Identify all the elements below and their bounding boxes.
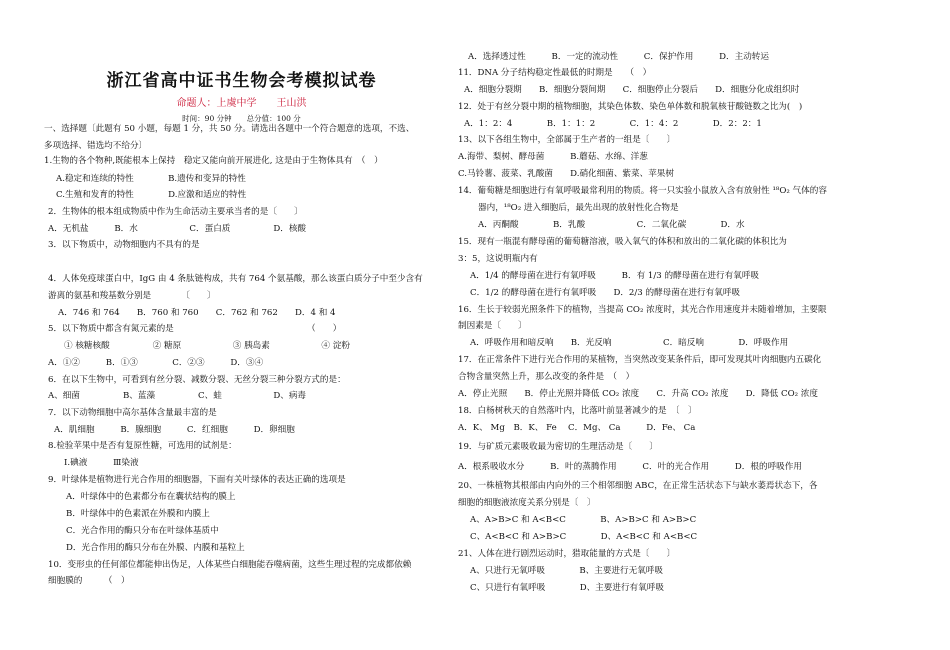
left-text-line: 2．生物体的根本组成物质中作为生命活动主要承当者的是〔 〕 — [48, 207, 303, 217]
left-text-line: 游离的氨基和羧基数分别是 〔 〕 — [48, 291, 216, 301]
right-text-line: C．1/2 的酵母菌在进行有氧呼吸 D．2/3 的酵母菌在进行有氧呼吸 — [470, 288, 741, 298]
right-text-line: A．停止光照 B．停止光照并降低 CO₂ 浓度 C．升高 CO₂ 浓度 D．降低 CO₂ 浓度 — [458, 389, 818, 399]
right-text-line: 18．白杨树秋天的自然落叶内，比落叶前显著减少的是 〔 〕 — [458, 406, 697, 416]
left-text-line: 细胞膜的 （ ） — [48, 576, 130, 586]
right-text-line: A．1：2：4 B．1：1：2 C．1：4：2 D．2：2：1 — [464, 119, 762, 129]
right-text-line: 11．DNA 分子结构稳定性最低的时期是 （ ） — [458, 68, 652, 78]
right-text-line: 13、以下各组生物中，全部属于生产者的一组是〔 〕 — [458, 135, 676, 145]
page-title: 浙江省高中证书生物会考模拟试卷 — [106, 71, 377, 91]
right-text-line: A．1/4 的酵母菌在进行有氧呼吸 B．有 1/3 的酵母菌在进行有氧呼吸 — [470, 271, 760, 281]
right-text-line: A、A>B>C 和 A<B<C B、A>B>C 和 A>B>C — [470, 515, 697, 525]
right-text-line: 器内，¹⁸O₂ 进入细胞后，最先出现的放射性化合物是 — [478, 203, 679, 213]
right-text-line: 15．现有一瓶混有酵母菌的葡萄糖溶液，吸入氧气的体积和放出的二氧化碳的体积比为 — [458, 237, 787, 247]
left-text-line: C.生殖和发育的特性 D.应激和适应的特性 — [56, 190, 247, 200]
right-text-line: 合物含量突然上升，那么改变的条件是 （ ） — [458, 372, 635, 382]
left-text-line: 多项选择、错选均不给分〕 — [44, 141, 148, 151]
left-text-line: C．光合作用的酶只分布在叶绿体基质中 — [66, 526, 219, 536]
left-text-line: A、细菌 B、蓝藻 C、蛙 D、病毒 — [48, 391, 307, 401]
right-text-line: C、A<B<C 和 A>B>C D、A<B<C 和 A<B<C — [470, 532, 698, 542]
exam-meta: 时间：90 分钟 总分值：100 分 — [182, 114, 301, 123]
right-text-line: A．根系吸收水分 B．叶的蒸腾作用 C．叶的光合作用 D．根的呼吸作用 — [458, 462, 802, 472]
left-text-line: A．746 和 764 B．760 和 760 C．762 和 762 D．4 和 4 — [58, 308, 336, 318]
right-text-line: A．K、 Mg B．K、 Fe C．Mg、 Ca D．Fe、 Ca — [458, 423, 696, 433]
left-text-line: ① 核糖核酸 ② 糖原 ③ 胰岛素 ④ 淀粉 — [64, 341, 350, 351]
left-text-line: A．肌细胞 B．腺细胞 C．红细胞 D．卵细胞 — [54, 425, 295, 435]
left-text-line: Ⅰ.碘液 Ⅲ染液 — [64, 458, 139, 468]
right-text-line: A．丙酮酸 B．乳酸 C．二氧化碳 D．水 — [478, 220, 745, 230]
right-text-line: 16．生长于较弱光照条件下的植物，当提高 CO₂ 浓度时，其光合作用速度并未随着增加，主要限 — [458, 305, 827, 315]
right-text-line: 21、人体在进行剧烈运动时，猎取能量的方式是〔 〕 — [458, 549, 676, 559]
left-text-line: 5．以下物质中都含有氮元素的是 （ ） — [48, 324, 342, 334]
right-text-line: 3：5，这说明瓶内有 — [458, 254, 538, 264]
right-text-line: 17．在正常条件下进行光合作用的某植物，当突然改变某条件后，即可发现其叶肉细胞内五碳化 — [458, 355, 822, 365]
left-text-line: A．①② B．①③ C．②③ D．③④ — [48, 358, 264, 368]
right-text-line: 19．与矿质元素吸收最为密切的生理活动是〔 〕 — [458, 442, 658, 452]
right-text-line: 20、一株植物其根部由内向外的三个相邻细胞 ABC，在正常生活状态下与缺水萎焉状态下，各 — [458, 481, 818, 491]
left-text-line: D．光合作用的酶只分布在外膜、内膜和基粒上 — [66, 543, 245, 553]
right-text-line: 14．葡萄糖是细胞进行有氧呼吸最常利用的物质。将一只实验小鼠放入含有放射性 ¹⁸O₂ 气体的容 — [458, 186, 827, 196]
right-text-line: C.马铃薯、菠菜、乳酸菌 D.硝化细菌、紫菜、苹果树 — [458, 169, 674, 179]
left-text-line: 1.生物的各个物种,既能根本上保持 稳定又能向前开展进化, 这是由于生物体具有 （ ） — [44, 156, 383, 166]
left-text-line: A.稳定和连续的特性 B.遗传和变异的特性 — [56, 174, 246, 184]
right-text-line: A．呼吸作用和暗反响 B．光反响 C．暗反响 D．呼吸作用 — [470, 338, 789, 348]
author-line: 命题人：上虞中学 王山洪 — [176, 98, 307, 109]
left-text-line: A．无机盐 B．水 C．蛋白质 D．核酸 — [48, 224, 307, 234]
left-text-line: 10．变形虫的任何部位都能伸出伪足，人体某些白细胞能吞噬病菌，这些生理过程的完成都依赖 — [48, 560, 412, 570]
right-text-line: A．细胞分裂期 B．细胞分裂间期 C．细胞停止分裂后 D．细胞分化成组织时 — [464, 85, 800, 95]
left-text-line: 9．叶绿体是植物进行光合作用的细胞器，下面有关叶绿体的表达正确的选项是 — [48, 475, 346, 485]
right-text-line: A、只进行无氧呼吸 B、主要进行无氧呼吸 — [470, 566, 663, 576]
left-text-line: 6．在以下生物中，可看到有丝分裂、减数分裂、无丝分裂三种分裂方式的是： — [48, 375, 346, 385]
left-text-line: 7．以下动物细胞中高尔基体含量最丰富的是 — [48, 408, 217, 418]
right-text-line: C、只进行有氧呼吸 D、主要进行有氧呼吸 — [470, 583, 664, 593]
left-text-line: 一、选择题〔此题有 50 小题，每题 1 分，共 50 分。请选出各题中一个符合题意的选项，不选、 — [44, 124, 415, 134]
left-text-line: B．叶绿体中的色素派在外膜和内膜上 — [66, 509, 210, 519]
left-text-line: 3．以下物质中，动物细胞内不具有的是 — [48, 240, 200, 250]
left-text-line: 8.检验苹果中是否有复原性糖，可选用的试剂是： — [48, 441, 237, 451]
right-text-line: 12．处于有丝分裂中期的植物细胞，其染色体数、染色单体数和脱氧核苷酸链数之比为( ) — [458, 102, 803, 112]
right-text-line: A.海带、梨树、酵母菌 B.蘑菇、水绵、洋葱 — [458, 152, 648, 162]
right-text-line: 细胞的细胞液浓度关系分别是〔 〕 — [458, 498, 596, 508]
left-text-line: 4．人体免疫球蛋白中，IgG 由 4 条肽链构成，共有 764 个氨基酸，那么该蛋白质分子中至少含有 — [48, 274, 423, 284]
left-text-line: A．叶绿体中的色素都分布在囊状结构的膜上 — [66, 492, 236, 502]
right-text-line: 制因素是〔 〕 — [458, 321, 527, 331]
right-text-line: A．选择透过性 B．一定的流动性 C．保护作用 D．主动转运 — [468, 52, 769, 62]
